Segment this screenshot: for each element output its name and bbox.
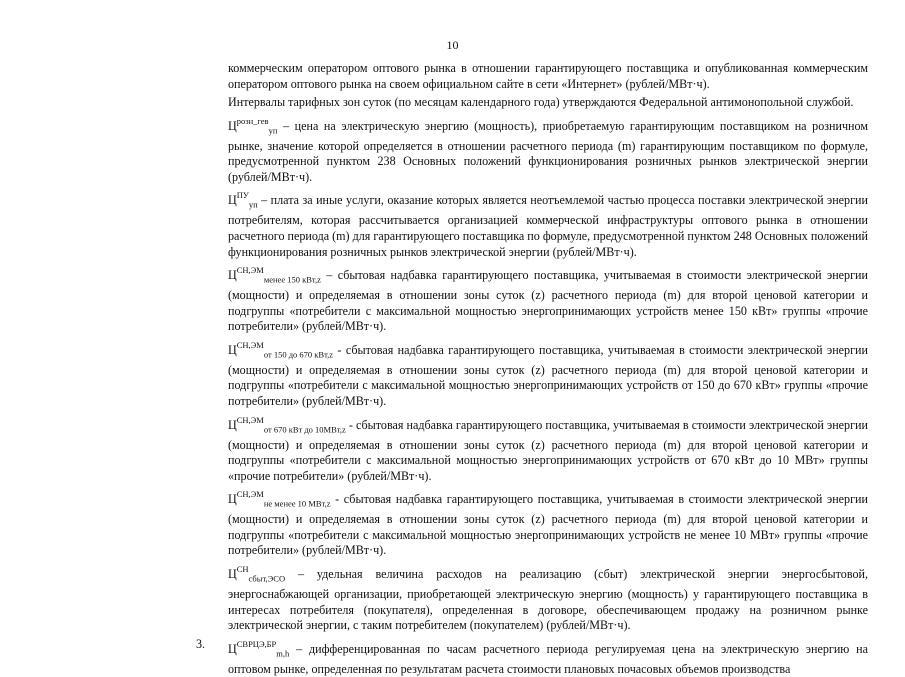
formula-symbol: $Ц^{СН,ЭМ}_{не менее 10 МВт,z}$ — [228, 489, 331, 509]
formula-symbol: $Ц^{ПУ}_{уп}$ — [228, 190, 258, 210]
definition-paragraph: $Ц^{СН,ЭМ}_{менее 150 кВт,z}$ – сбытовая надбавка гарантирующего поставщика, учитываемая в стоимости электрической энергии (мощности) и определяемая в отношении зоны суток (z) расчетного периода (m) для второй ценовой категории и подгруппы «потребители с максимальной мощностью энергопринимающих устройств менее 150 кВт» группы «прочие потребители» (рублей/МВт·ч). — [228, 265, 868, 334]
paragraph: коммерческим оператором оптового рынка в отношении гарантирующего поставщика и опубликованная коммерческим оператором оптового рынка на своем официальном сайте в сети «Интернет» (рублей/МВт·ч). — [228, 61, 868, 91]
definition-paragraph: $Ц^{СН,ЭМ}_{не менее 10 МВт,z}$ - сбытовая надбавка гарантирующего поставщика, учитываемая в стоимости электрической энергии (мощности) и определяемая в отношении зоны суток (z) расчетного периода (m) для второй ценовой категории и подгруппы «потребители с максимальной мощностью энергопринимающих устройств не менее 10 МВт» группы «прочие потребители» (рублей/МВт·ч). — [228, 489, 868, 558]
definition-paragraph: $Ц^{СН,ЭМ}_{от 670 кВт до 10МВт,z}$ - сбытовая надбавка гарантирующего поставщика, учитываемая в стоимости электрической энергии (мощности) и определяемая в отношении зоны суток (z) расчетного периода (m) для второй ценовой категории и подгруппы «потребители с максимальной мощностью энергопринимающих устройств от 670 кВт до 10 МВт» группы «прочие потребители» (рублей/МВт·ч). — [228, 414, 868, 483]
formula-symbol: $Ц^{СН,ЭМ}_{от 150 до 670 кВт,z}$ — [228, 339, 334, 360]
formula-symbol: $Ц^{розн\_гев}_{уп}$ — [228, 115, 278, 136]
definition-paragraph: $Ц^{розн\_гев}_{уп}$ – цена на электрическую энергию (мощность), приобретаемую гарантирующим поставщиком на розничном рынке, значение которой определяется в отношении расчетного периода (m) гарантирующим поставщиком по формуле, предусмотренной пунктом 238 Основных положений функционирования розничных рынков электрической энергии (рублей/МВт·ч). — [228, 115, 868, 184]
definition-paragraph: $Ц^{ПУ}_{уп}$ – плата за иные услуги, оказание которых является неотъемлемой частью процесса поставки электрической энергии потребителям, которая рассчитывается организацией коммерческой инфраструктуры оптового рынка в отношении расчетного периода (m) для гарантирующего поставщика по формуле, предусмотренной пунктом 248 Основных положений функционирования розничных рынков электрической энергии (рублей/МВт·ч). — [228, 190, 868, 259]
definition-paragraph: $Ц^{СН,ЭМ}_{от 150 до 670 кВт,z}$ - сбытовая надбавка гарантирующего поставщика, учитываемая в стоимости электрической энергии (мощности) и определяемая в отношении зоны суток (z) расчетного периода (m) для второй ценовой категории и подгруппы «потребители с максимальной мощностью энергопринимающих устройств от 150 до 670 кВт» группы «прочие потребители» (рублей/МВт·ч). — [228, 339, 868, 408]
formula-symbol: $Ц^{СВРЦЭ,БР}_{m,h}$ — [228, 638, 290, 659]
list-item: 3. $Ц^{СВРЦЭ,БР}_{m,h}$ – дифференцированная по часам расчетного периода регулируемая цена на электрическую энергию на оптовом рынке, определенная по результатам расчета стоимости плановых почасовых объемов производства — [196, 636, 868, 676]
definition-paragraph: $Ц^{СН}_{сбыт,ЭСО}$ – удельная величина расходов на реализацию (сбыт) электрической энергии энергосбытовой, энергоснабжающей организации, приобретающей электрическую энергию (мощность) у гарантирующего поставщика в интересах потребителя (покупателя), определенная в договоре, обеспечивающем продажу на розничном рынке электрической энергии, с таким потребителем (покупателем) (рублей/МВт·ч). — [228, 564, 868, 633]
page-number: 10 — [446, 38, 459, 52]
document-body — [196, 61, 868, 677]
formula-symbol: $Ц^{СН}_{сбыт,ЭСО}$ — [228, 564, 286, 584]
paragraph: Интервалы тарифных зон суток (по месяцам календарного года) утверждаются Федеральной антимонопольной службой. — [228, 95, 854, 110]
formula-symbol: $Ц^{СН,ЭМ}_{от 670 кВт до 10МВт,z}$ — [228, 414, 346, 434]
list-number: 3. — [196, 636, 206, 651]
formula-symbol: $Ц^{СН,ЭМ}_{менее 150 кВт,z}$ — [228, 265, 321, 285]
